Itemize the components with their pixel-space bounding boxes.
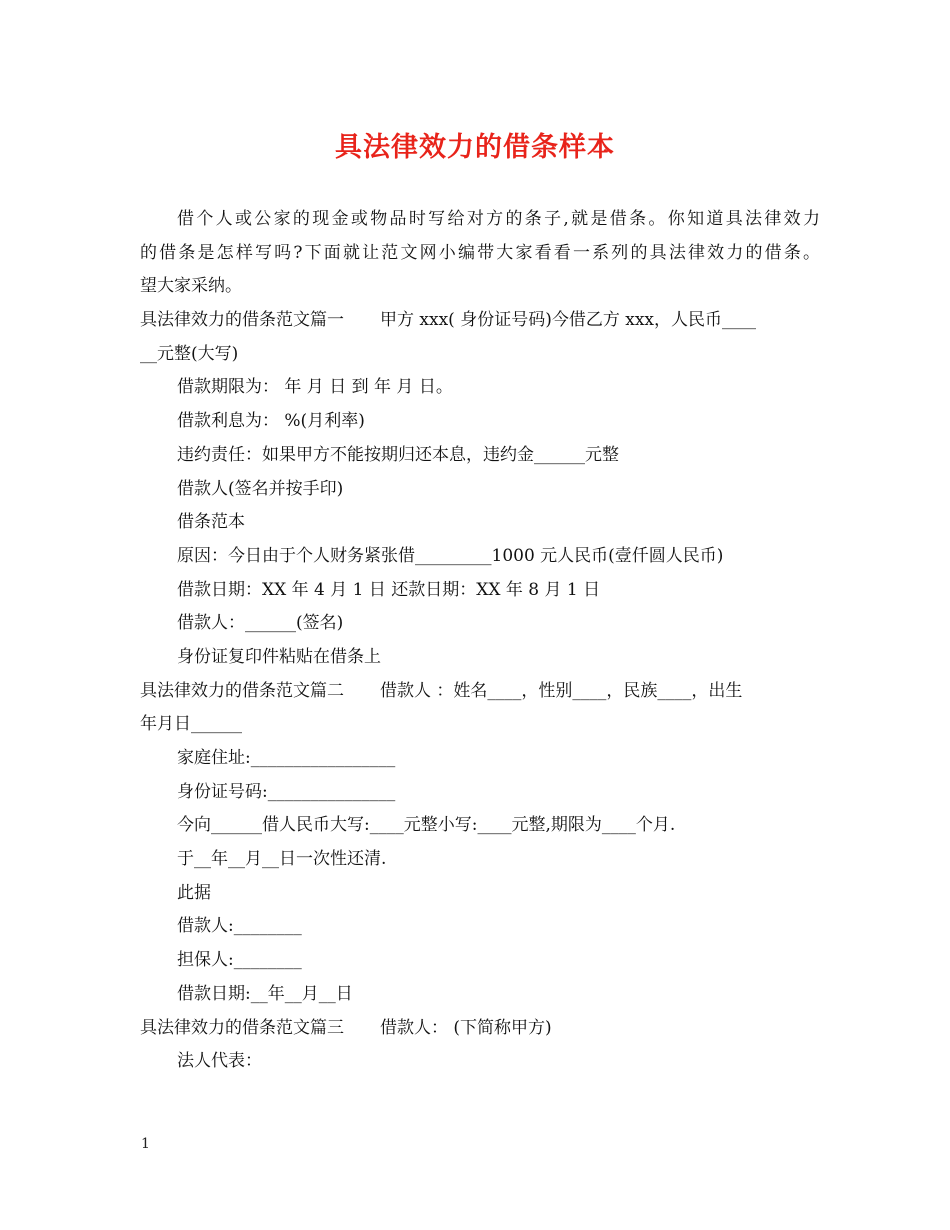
section2-heading: 具法律效力的借条范文篇二	[140, 680, 344, 701]
section3-heading: 具法律效力的借条范文篇三	[140, 1017, 344, 1038]
section2-line: 担保人:________	[177, 950, 302, 971]
section3-first-line-text: 借款人： (下简称甲方)	[380, 1017, 552, 1038]
section1-first-line-text: 甲方 xxx( 身份证号码)今借乙方 xxx，人民币____	[380, 310, 756, 331]
section2-line: 家庭住址:_________________	[177, 748, 396, 768]
section2-line: 今向______借人民币大写:____元整小写:____元整,期限为____个月.	[177, 815, 676, 836]
section2-first-line	[140, 675, 820, 709]
section1-line: 原因：今日由于个人财务紧张借_________1000 元人民币(壹仟圆人民币)	[177, 545, 724, 566]
section1-line: 借款日期：XX 年 4 月 1 日 还款日期：XX 年 8 月 1 日	[177, 579, 601, 600]
intro-line-1: 借个人或公家的现金或物品时写给对方的条子,就是借条。你知道具法律效力	[177, 209, 820, 229]
section1-line: 借条范本	[177, 512, 245, 533]
intro-line-3: 望大家采纳。	[140, 276, 242, 297]
section1-line: 借款利息为： %(月利率)	[177, 411, 365, 432]
section3-line: 法人代表：	[177, 1051, 262, 1072]
section1-continuation: __元整(大写)	[140, 343, 239, 364]
section2-continuation: 年月日______	[140, 714, 242, 735]
section1-line: 身份证复印件粘贴在借条上	[177, 646, 381, 667]
section2-line: 此据	[177, 882, 211, 903]
section1-first-line	[140, 304, 820, 338]
section2-line: 借款人:________	[177, 916, 302, 937]
section1-line: 借款人(签名并按手印)	[177, 478, 344, 499]
page-title: 具法律效力的借条样本	[335, 132, 615, 163]
section2-line: 身份证号码:_______________	[177, 781, 396, 802]
section2-first-line-text: 借款人 ：姓名____，性别____，民族____，出生	[380, 680, 743, 701]
section2-line: 于__年__月__日一次性还清.	[177, 849, 387, 870]
section1-line: 借款期限为： 年 月 日 到 年 月 日。	[177, 377, 453, 398]
intro-line-2: 的借条是怎样写吗?下面就让范文网小编带大家看看一系列的具法律效力的借条。	[140, 242, 820, 263]
section2-line: 借款日期:__年__月__日	[177, 983, 353, 1004]
section1-line: 借款人：______(签名)	[177, 613, 344, 634]
section1-line: 违约责任：如果甲方不能按期归还本息，违约金______元整	[177, 444, 619, 465]
document-body	[140, 203, 820, 1079]
page-number: 1	[141, 1136, 150, 1152]
section1-heading: 具法律效力的借条范文篇一	[140, 310, 344, 331]
section3-first-line	[140, 1012, 820, 1046]
